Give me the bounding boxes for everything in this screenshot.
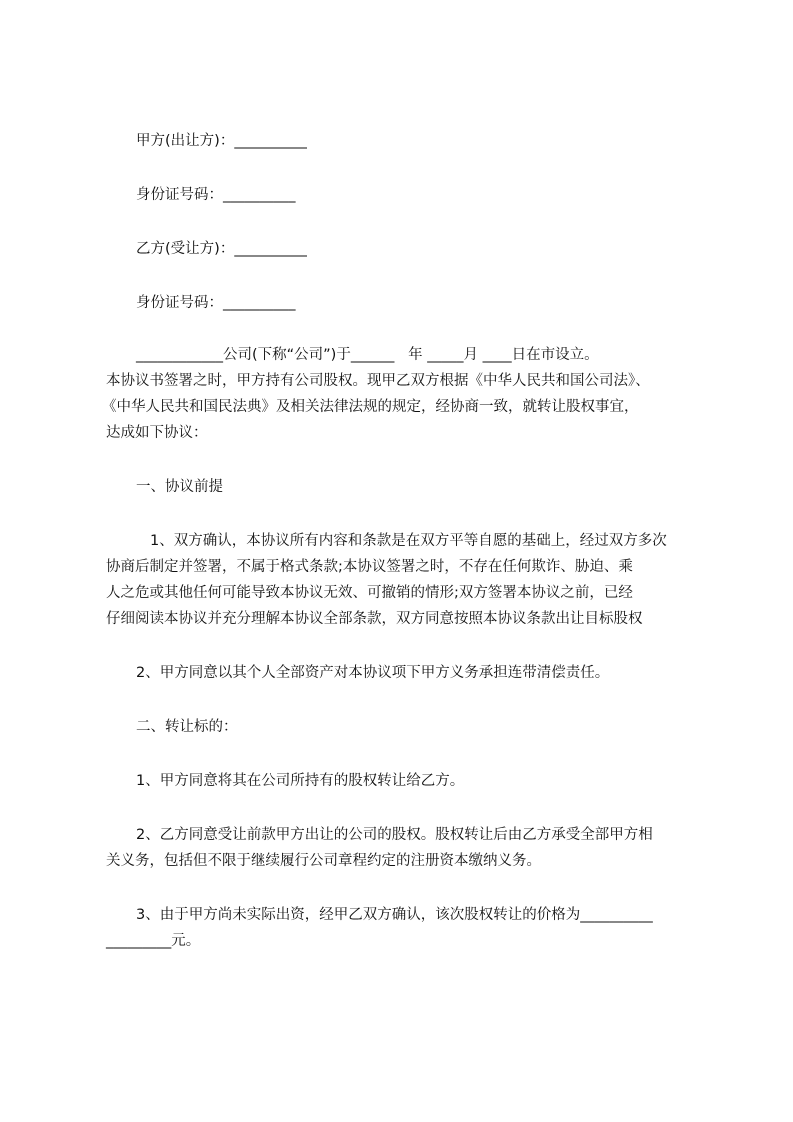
party-a-field: 甲方(出让方)：__________: [136, 133, 307, 149]
section-2-heading: 二、转让标的：: [136, 719, 238, 735]
section-1-item-2: 2、甲方同意以其个人全部资产对本协议项下甲方义务承担连带清偿责任。: [136, 665, 610, 681]
section-1-item-1-line-1: 1、双方确认，本协议所有内容和条款是在双方平等自愿的基础上，经过双方多次: [150, 533, 667, 549]
section-2-item-1: 1、甲方同意将其在公司所持有的股权转让给乙方。: [136, 773, 465, 789]
section-1-heading: 一、协议前提: [136, 479, 223, 495]
section-1-item-1-line-4: 仔细阅读本协议并充分理解本协议全部条款，双方同意按照本协议条款出让目标股权: [106, 611, 643, 627]
section-2-item-2-line-1: 2、乙方同意受让前款甲方出让的公司的股权。股权转让后由乙方承受全部甲方相: [136, 827, 653, 843]
section-1-item-1-line-3: 人之危或其他任何可能导致本协议无效、可撤销的情形;双方签署本协议之前，已经: [106, 585, 633, 601]
intro-line-2: 本协议书签署之时，甲方持有公司股权。现甲乙双方根据《中华人民共和国公司法》、: [106, 373, 650, 389]
section-2-item-2-line-2: 关义务，包括但不限于继续履行公司章程约定的注册资本缴纳义务。: [106, 853, 541, 869]
section-1-item-1-line-2: 协商后制定并签署，不属于格式条款;本协议签署之时，不存在任何欺诈、胁迫、乘: [106, 559, 633, 575]
intro-line-4: 达成如下协议：: [106, 425, 208, 441]
section-2-item-3-line-2: _________元。: [106, 933, 201, 949]
section-2-item-3-line-1: 3、由于甲方尚未实际出资，经甲乙双方确认，该次股权转让的价格为__________: [136, 907, 653, 923]
party-b-field: 乙方(受让方)：__________: [136, 241, 307, 257]
intro-line-3: 《中华人民共和国民法典》及相关法律法规的规定，经协商一致，就转让股权事宜，: [102, 399, 639, 415]
party-b-id-field: 身份证号码：__________: [136, 295, 296, 311]
party-a-id-field: 身份证号码：__________: [136, 187, 296, 203]
intro-line-1: ____________公司(下称“公司”)于______ 年 _____月 ____日在市设立。: [136, 347, 599, 363]
